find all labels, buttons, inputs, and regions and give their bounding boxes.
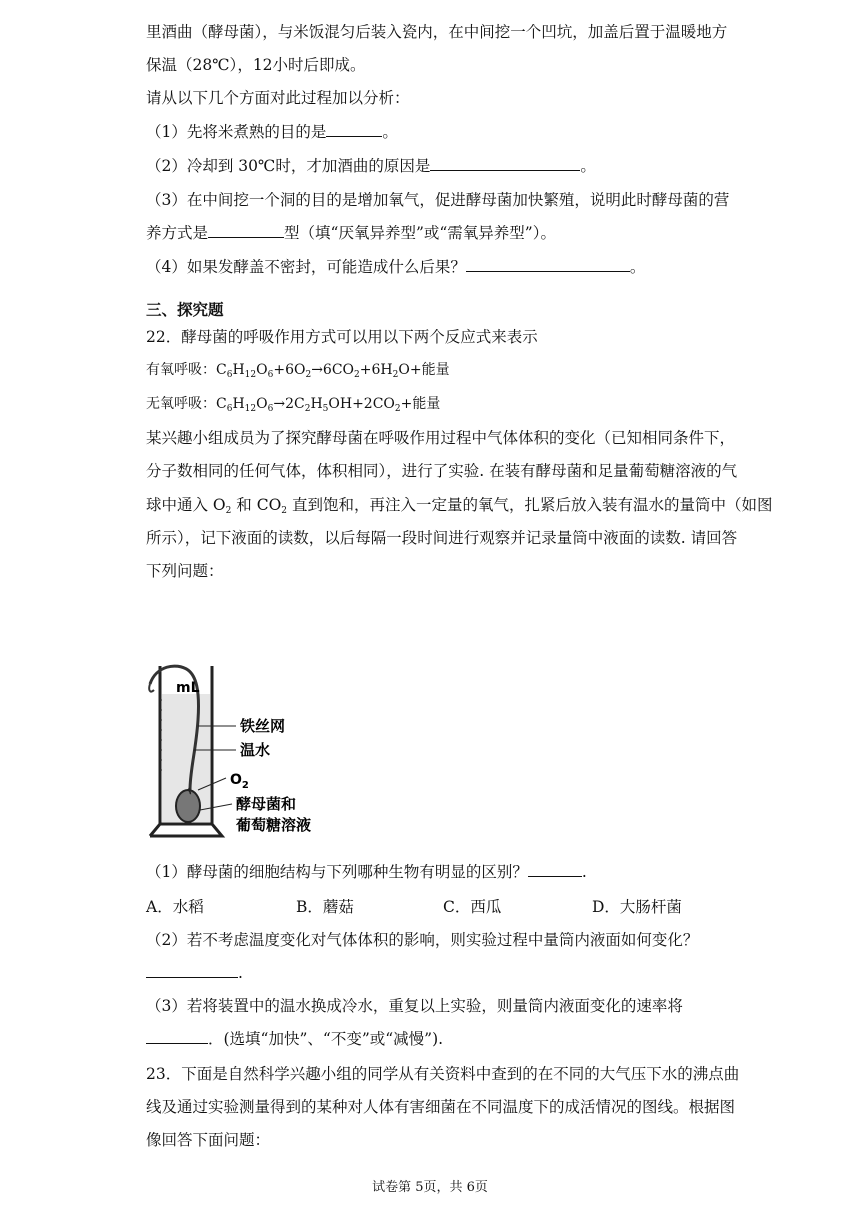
- q22-para-line2: 分子数相同的任何气体，体积相同），进行了实验. 在装有酵母菌和足量葡萄糖溶液的气: [146, 462, 738, 480]
- q22-sub1: （1）酵母菌的细胞结构与下列哪种生物有明显的区别？ .: [146, 863, 587, 881]
- answer-blank: [528, 862, 582, 877]
- q22-para-line1: 某兴趣小组成员为了探究酵母菌在呼吸作用过程中气体体积的变化（已知相同条件下，: [146, 429, 736, 447]
- answer-blank: [326, 122, 382, 137]
- q23-line3: 像回答下面问题：: [146, 1131, 271, 1149]
- q22-sub2-answer: .: [146, 963, 243, 983]
- answer-blank: [208, 223, 284, 238]
- q21-item-4: （4）如果发酵盖不密封，可能造成什么后果？ 。: [146, 258, 646, 276]
- option-b[interactable]: B．蘑菇: [296, 898, 354, 916]
- q22-para-line5: 下列问题：: [146, 562, 224, 580]
- answer-blank: [146, 963, 238, 978]
- q21-intro-line2: 保温（28℃），12小时后即成。: [146, 56, 366, 74]
- anaerobic-equation: 无氧呼吸：$C_6H_{12}O_6\to 2C_2H_5OH+2CO_2+$能量: [146, 396, 441, 414]
- q22-para-line3: 球中通入 $O_2$ 和 $CO_2$ 直到饱和，再注入一定量的氧气，扎紧后放入装有温水的量筒中（如图: [146, 496, 773, 516]
- cylinder-diagram: [146, 660, 346, 840]
- yeast-label-1: 酵母菌和: [236, 795, 297, 813]
- q21-intro-line3: 请从以下几个方面对此过程加以分析：: [146, 89, 410, 107]
- wire-label: 铁丝网: [240, 717, 286, 735]
- q22-sub3-line1: （3）若将装置中的温水换成冷水，重复以上实验，则量筒内液面变化的速率将: [146, 997, 683, 1015]
- answer-blank: [430, 156, 580, 171]
- q21-item-3-line1: （3）在中间挖一个洞的目的是增加氧气，促进酵母菌加快繁殖，说明此时酵母菌的营: [146, 191, 730, 209]
- q21-item-3-line2: 养方式是 型（填“厌氧异养型”或“需氧异养型”）。: [146, 224, 556, 242]
- cylinder-base: [150, 824, 222, 836]
- aerobic-equation: 有氧呼吸：$C_6H_{12}O_6+6O_2\to 6CO_2+6H_2O+$能量: [146, 362, 450, 380]
- yeast-label-2: 葡萄糖溶液: [236, 816, 312, 834]
- q21-intro-line1: 里酒曲（酵母菌），与米饭混匀后装入瓷内，在中间挖一个凹坑，加盖后置于温暖地方: [146, 23, 728, 41]
- balloon: [176, 790, 200, 822]
- option-d[interactable]: D．大肠杆菌: [592, 898, 682, 916]
- q22-stem: 22．酵母菌的呼吸作用方式可以用以下两个反应式来表示: [146, 328, 538, 346]
- page-footer: 试卷第 5页，共 6页: [372, 1180, 488, 1195]
- o2-label: $O_2$: [230, 772, 249, 791]
- option-c[interactable]: C．西瓜: [443, 898, 502, 916]
- q21-item-2: （2）冷却到 30℃时，才加酒曲的原因是 。: [146, 157, 596, 175]
- water-label: 温水: [240, 741, 271, 759]
- answer-blank: [146, 1029, 208, 1044]
- option-a[interactable]: A．水稻: [146, 898, 204, 916]
- unit-label: mL: [176, 680, 200, 696]
- q23-line1: 23．下面是自然科学兴趣小组的同学从有关资料中查到的在不同的大气压下水的沸点曲: [146, 1065, 740, 1083]
- section-title: 三、探究题: [146, 301, 224, 319]
- q21-item-1: （1）先将米煮熟的目的是 。: [146, 123, 398, 141]
- q22-para-line4: 所示），记下液面的读数，以后每隔一段时间进行观察并记录量筒中液面的读数. 请回答: [146, 529, 738, 547]
- answer-blank: [466, 257, 630, 272]
- q22-sub3-line2: ．(选填“加快”、“不变”或“减慢”).: [146, 1029, 443, 1049]
- q23-line2: 线及通过实验测量得到的某种对人体有害细菌在不同温度下的成活情况的图线。根据图: [146, 1098, 736, 1116]
- q22-sub2: （2）若不考虑温度变化对气体体积的影响，则实验过程中量筒内液面如何变化？: [146, 931, 699, 949]
